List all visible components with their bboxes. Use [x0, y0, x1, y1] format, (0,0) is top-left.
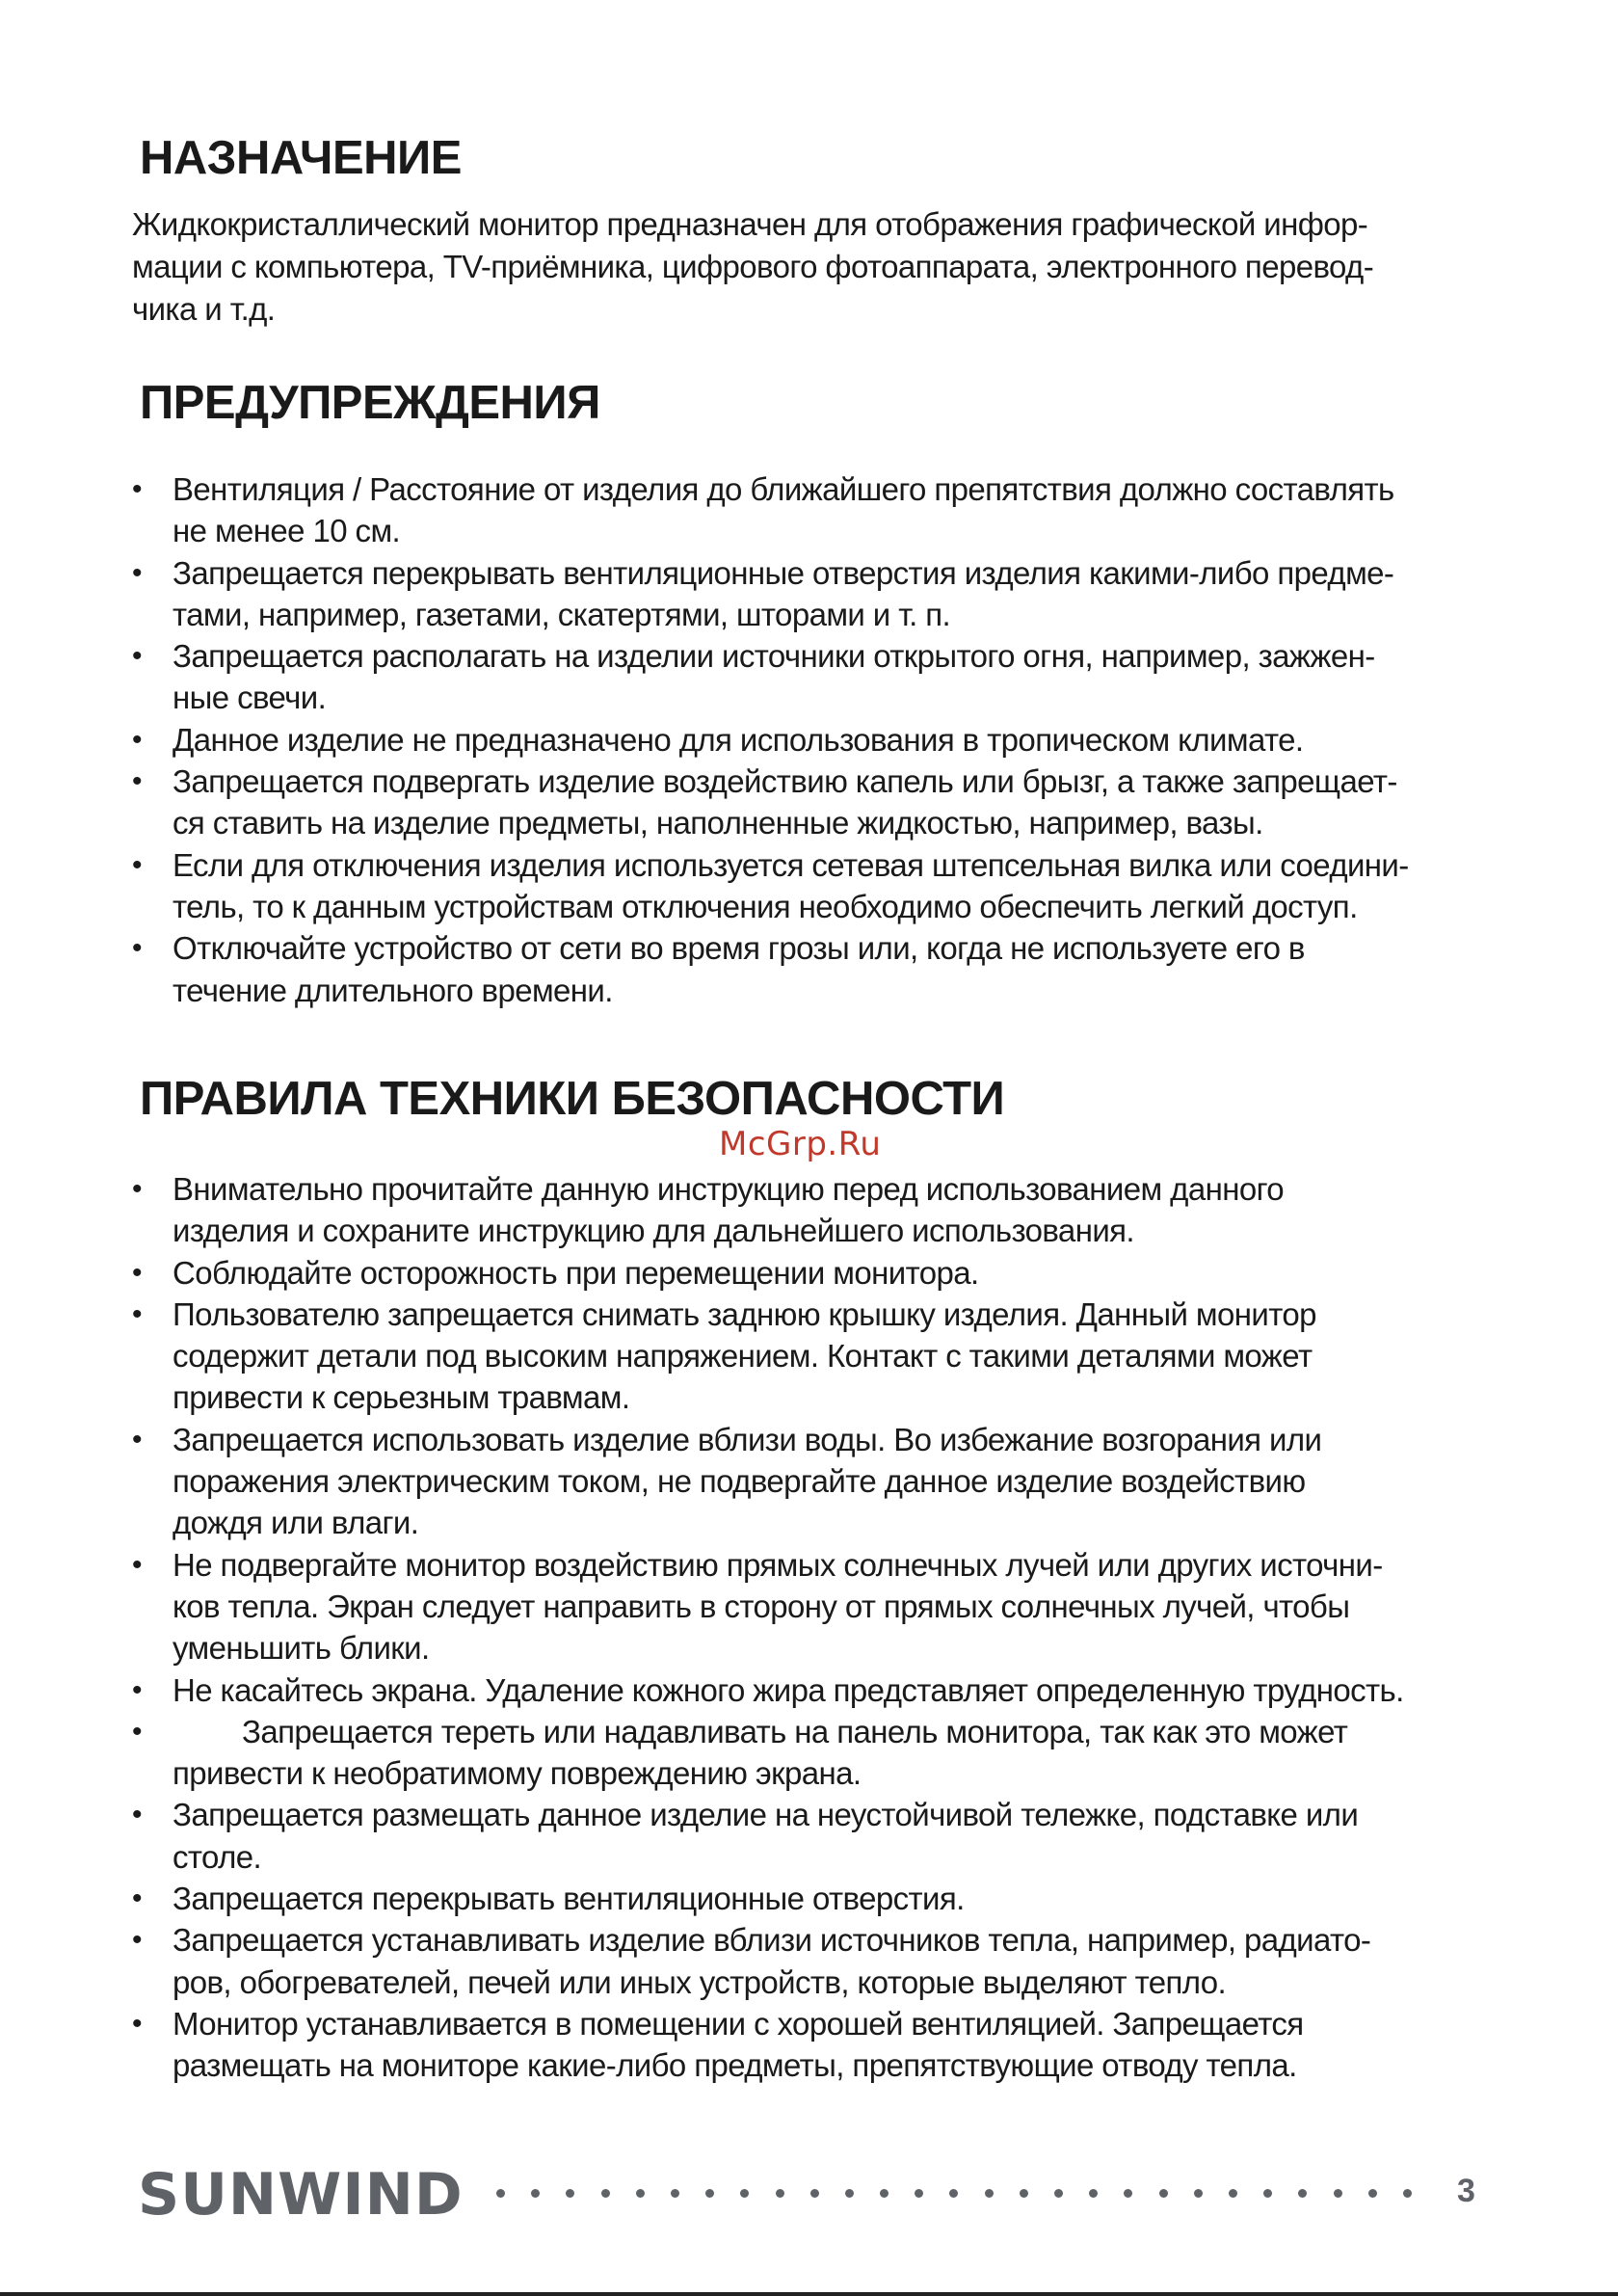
footer-dot-leader	[496, 2185, 1412, 2201]
section-title-safety: ПРАВИЛА ТЕХНИКИ БЕЗОПАСНОСТИ	[140, 1073, 1005, 1125]
footer-dot	[1334, 2189, 1342, 2198]
list-item-line: • Запрещается перекрывать вентиляционные отверстия изделия какими-либо предме-	[172, 554, 1394, 591]
list-item	[132, 2003, 1481, 2087]
footer-dot	[1089, 2189, 1098, 2198]
paragraph-line: мации с компьютера, TV-приёмника, цифрового фотоаппарата, электронного перевод-	[132, 249, 1374, 284]
list-item-line: ся ставить на изделие предметы, наполненные жидкостью, например, вазы.	[172, 805, 1263, 841]
list-item	[132, 1419, 1481, 1544]
footer-dot	[1368, 2189, 1377, 2198]
list-item	[132, 468, 1481, 552]
list-item	[132, 1711, 1481, 1795]
list-item-line: • Запрещается подвергать изделие воздействию капель или брызг, а также запрещает-	[172, 763, 1397, 800]
list-item-line: течение длительного времени.	[172, 972, 613, 1008]
list-item	[132, 552, 1481, 636]
footer-dot	[1403, 2189, 1412, 2198]
page-number: 3	[1457, 2173, 1475, 2209]
footer-dot	[1159, 2189, 1168, 2198]
list-item-line: • Вентиляция / Расстояние от изделия до ближайшего препятствия должно составлять	[172, 471, 1394, 507]
list-item-line: • Внимательно прочитайте данную инструкцию перед использованием данного	[172, 1171, 1285, 1207]
section-title-warnings: ПРЕДУПРЕЖДЕНИЯ	[140, 377, 600, 429]
section-title-purpose: НАЗНАЧЕНИЕ	[140, 132, 462, 184]
safety-list	[132, 1168, 1481, 2087]
list-item	[132, 927, 1481, 1011]
list-item-line: столе.	[172, 1838, 262, 1875]
list-item-line: тами, например, газетами, скатертями, шторами и т. п.	[172, 596, 951, 632]
list-item	[132, 635, 1481, 719]
footer-dot	[1020, 2189, 1028, 2198]
list-item	[132, 844, 1481, 928]
list-item	[132, 1669, 1481, 1711]
footer-dot	[1263, 2189, 1272, 2198]
list-item-line: привести к серьезным травмам.	[172, 1379, 630, 1416]
list-item-line: дождя или влаги.	[172, 1505, 419, 1541]
list-item-line: • Запрещается перекрывать вентиляционные отверстия.	[172, 1881, 965, 1917]
footer-dot	[776, 2189, 784, 2198]
bottom-edge-line	[0, 2292, 1618, 2296]
list-item-line: • Соблюдайте осторожность при перемещении монитора.	[172, 1254, 979, 1291]
footer-dot	[810, 2189, 819, 2198]
list-item	[132, 719, 1481, 761]
list-item-line: • Данное изделие не предназначено для использования в тропическом климате.	[172, 721, 1304, 758]
footer-dot	[705, 2189, 714, 2198]
footer-dot	[1124, 2189, 1132, 2198]
list-item-line: тель, то к данным устройствам отключения необходимо обеспечить легкий доступ.	[172, 888, 1358, 924]
list-item	[132, 1878, 1481, 1919]
list-item	[132, 1794, 1481, 1878]
list-item	[132, 1919, 1481, 2003]
list-item-line: • Если для отключения изделия используется сетевая штепсельная вилка или соедини-	[172, 846, 1409, 883]
list-item-line: • Запрещается устанавливать изделие вблизи источников тепла, например, радиато-	[172, 1922, 1371, 1959]
list-item-line: уменьшить блики.	[172, 1630, 430, 1667]
footer-dot	[601, 2189, 610, 2198]
list-item	[132, 1544, 1481, 1669]
list-item	[132, 1252, 1481, 1294]
footer-dot	[496, 2189, 505, 2198]
footer-dot	[1229, 2189, 1237, 2198]
list-item-line: • Отключайте устройство от сети во время грозы или, когда не используете его в	[172, 930, 1305, 967]
watermark-text: McGrp.Ru	[719, 1125, 882, 1163]
footer-dot	[880, 2189, 889, 2198]
list-item-line: • Монитор устанавливается в помещении с хорошей вентиляцией. Запрещается	[172, 2005, 1304, 2042]
footer-dot	[845, 2189, 854, 2198]
brand-logo: SUNWIND	[138, 2161, 464, 2229]
paragraph-line: чика и т.д.	[132, 291, 276, 327]
list-item-line: содержит детали под высоким напряжением. Контакт с такими деталями может	[172, 1338, 1313, 1375]
list-item-line: ков тепла. Экран следует направить в сторону от прямых солнечных лучей, чтобы	[172, 1588, 1350, 1624]
footer-dot	[566, 2189, 574, 2198]
list-item-line: не менее 10 см.	[172, 513, 401, 549]
footer-dot	[1194, 2189, 1203, 2198]
list-item-line: • Не касайтесь экрана. Удаление кожного жира представляет определенную трудность.	[172, 1671, 1404, 1708]
list-item	[132, 1168, 1481, 1252]
list-item-line: • Не подвергайте монитор воздействию прямых солнечных лучей или других источни-	[172, 1546, 1383, 1583]
list-item-line: ные свечи.	[172, 680, 327, 716]
list-item-line: поражения электрическим током, не подвергайте данное изделие воздействию	[172, 1463, 1306, 1500]
list-item-line: привести к необратимому повреждению экрана.	[172, 1755, 862, 1792]
footer-dot	[1054, 2189, 1063, 2198]
footer-dot	[636, 2189, 645, 2198]
footer-dot	[915, 2189, 923, 2198]
paragraph-line: Жидкокристаллический монитор предназначен для отображения графической инфор-	[132, 206, 1368, 242]
list-item-line: ров, обогревателей, печей или иных устройств, которые выделяют тепло.	[172, 1963, 1227, 2000]
footer-dot	[985, 2189, 994, 2198]
footer-dot	[740, 2189, 749, 2198]
list-item-line: • Пользователю запрещается снимать заднюю крышку изделия. Данный монитор	[172, 1295, 1316, 1332]
list-item	[132, 761, 1481, 844]
list-item-line: изделия и сохраните инструкцию для дальнейшего использования.	[172, 1213, 1134, 1249]
list-item-line: размещать на мониторе какие-либо предметы, препятствующие отводу тепла.	[172, 2047, 1297, 2084]
list-item-line: • Запрещается располагать на изделии источники открытого огня, например, зажжен-	[172, 638, 1375, 675]
footer-dot	[671, 2189, 679, 2198]
list-item-line: • Запрещается размещать данное изделие на неустойчивой тележке, подставке или	[172, 1797, 1359, 1833]
footer-dot	[949, 2189, 958, 2198]
list-item-line: • Запрещается использовать изделие вблизи воды. Во избежание возгорания или	[172, 1421, 1322, 1457]
list-item	[132, 1294, 1481, 1419]
list-item-line: • Запрещается тереть или надавливать на панель монитора, так как это может	[242, 1713, 1348, 1749]
warnings-list	[132, 468, 1481, 1011]
footer-dot	[531, 2189, 540, 2198]
footer-dot	[1298, 2189, 1307, 2198]
purpose-paragraph	[132, 203, 1462, 331]
